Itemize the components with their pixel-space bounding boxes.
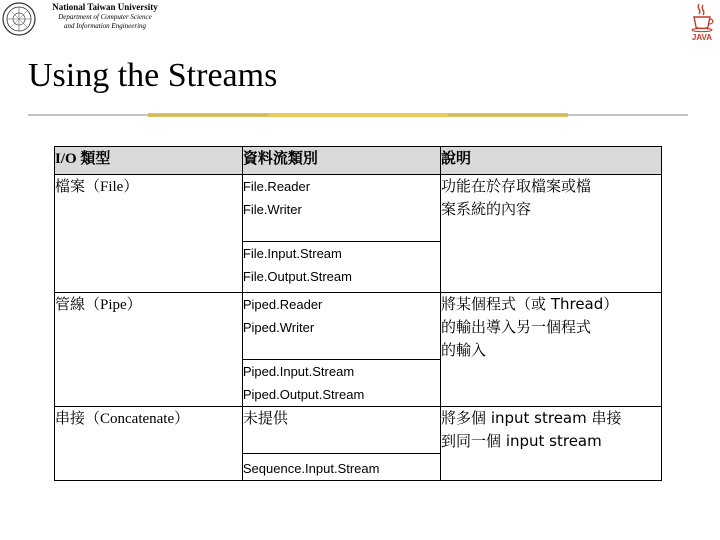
header-description: 說明: [441, 147, 662, 175]
description-line: 案系統的內容: [441, 200, 532, 218]
description-line: 將某個程式（或 Thread）: [441, 295, 619, 313]
class-name: Piped.Writer: [242, 320, 315, 335]
university-name: National Taiwan University: [52, 2, 158, 12]
description-line: 的輸入: [441, 341, 487, 359]
file-reader-writer-cell: [242, 175, 440, 242]
java-logo-label: JAVA: [691, 33, 713, 42]
class-name: File.Reader: [242, 179, 311, 194]
sequence-stream-cell: [242, 454, 440, 481]
header-stream-class: 資料流類別: [242, 147, 440, 175]
slide-title: Using the Streams: [28, 57, 278, 94]
category-pipe: 管線（Pipe）: [55, 293, 243, 407]
description-line: 將多個 input stream 串接: [441, 409, 622, 427]
university-seal-icon: [2, 2, 36, 36]
class-name: Sequence.Input.Stream: [242, 461, 380, 476]
class-name: File.Writer: [242, 202, 302, 217]
class-name: File.Input.Stream: [242, 246, 342, 261]
class-name: Piped.Reader: [242, 297, 323, 312]
description-line: 的輸出導入另一個程式: [441, 318, 592, 336]
piped-stream-cell: [242, 360, 440, 407]
table-row-file-a: [55, 175, 662, 242]
table-row-concatenate-a: [55, 407, 662, 454]
table-header-row: [55, 147, 662, 175]
header-io-type: I/O 類型: [55, 147, 243, 175]
department-line-1: Department of Computer Science: [58, 13, 152, 21]
department-name: [40, 13, 170, 31]
category-concatenate: 串接（Concatenate）: [55, 407, 243, 481]
class-name: Piped.Input.Stream: [242, 364, 355, 379]
pipe-description-cell: [441, 293, 662, 407]
department-line-2: and Information Engineering: [63, 22, 147, 30]
io-streams-table: [54, 146, 662, 481]
class-name: Piped.Output.Stream: [242, 387, 365, 402]
description-line: 到同一個 input stream: [441, 432, 602, 450]
class-name: File.Output.Stream: [242, 269, 352, 284]
not-provided-cell: [242, 407, 440, 454]
concatenate-description-cell: [441, 407, 662, 481]
java-logo-icon: [688, 2, 716, 42]
category-file: 檔案（File）: [55, 175, 243, 293]
table-row-pipe-a: [55, 293, 662, 360]
piped-reader-writer-cell: [242, 293, 440, 360]
class-name: 未提供: [242, 409, 288, 427]
title-divider: [28, 113, 688, 117]
file-description-cell: [441, 175, 662, 293]
description-line: 功能在於存取檔案或檔: [441, 177, 592, 195]
file-stream-cell: [242, 242, 440, 293]
